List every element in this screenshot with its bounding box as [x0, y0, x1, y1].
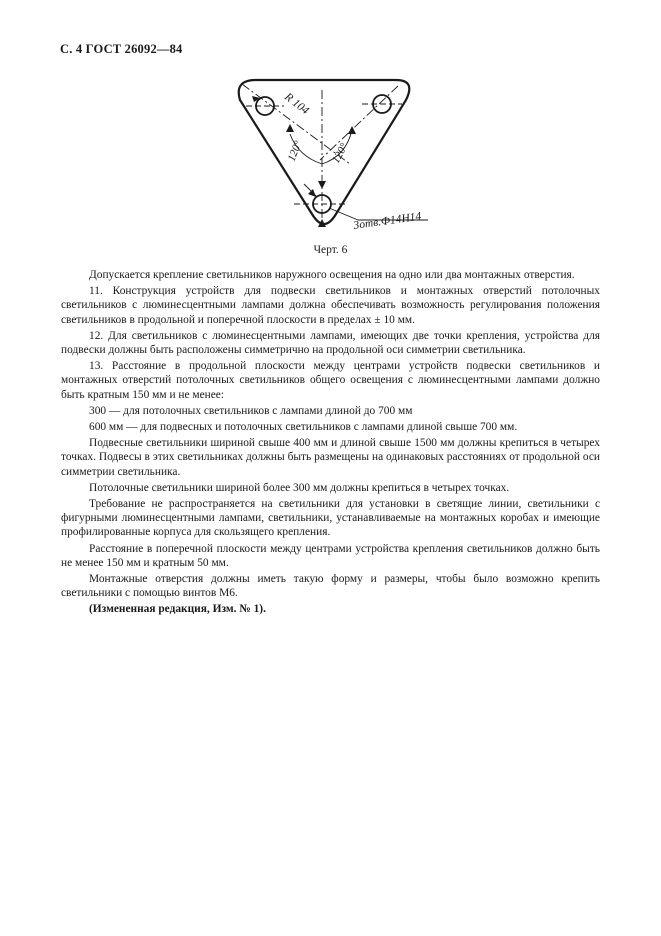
paragraph: 300 — для потолочных светильников с лампами длиной до 700 мм: [89, 404, 413, 417]
arrow-leader-left: [308, 189, 316, 197]
arrow-hole-top: [318, 181, 326, 189]
paragraph: Расстояние в поперечной плоскости между центрами устройства крепления светильников должно быть не менее 150 мм и кратным 50 мм.: [61, 542, 600, 569]
page-header: С. 4 ГОСТ 26092—84: [60, 42, 183, 56]
body-text: [61, 268, 600, 617]
paragraph: 13. Расстояние в продольной плоскости между центрами устройств подвески светильников и монтажных отверстий потолочных светильников общего освещения с люминесцентными лампами должно быть кратным 150 мм и не менее:: [61, 360, 600, 401]
paragraph: Допускается крепление светильников наружного освещения на одно или два монтажных отверстия.: [89, 269, 575, 281]
plate-outline: [239, 80, 410, 224]
angle-label-right: 120°: [330, 141, 351, 166]
paragraph: Подвесные светильники шириной свыше 400 мм и длиной свыше 1500 мм должны крепиться в четырех точках. Подвесы в этих светильниках должны быть размещены на одинаковых расстояниях от продольной оси симметрии светильника.: [61, 437, 600, 478]
paragraph: Монтажные отверстия должны иметь такую форму и размеры, чтобы было возможно крепить светильники с помощью винтов М6.: [61, 573, 600, 600]
paragraph: Потолочные светильники шириной более 300 мм должны крепиться в четырех точках.: [89, 481, 510, 494]
paragraph: 600 мм — для подвесных и потолочных светильников с лампами длиной свыше 700 мм.: [89, 421, 518, 434]
paragraph: 11. Конструкция устройств для подвески светильников и монтажных отверстий потолочных светильников с люминесцентными лампами должна обеспечивать возможность регулирования положения светильников в продольной и поперечной плоскости в пределах ± 10 мм.: [61, 285, 600, 326]
arrow-left: [286, 124, 294, 132]
mounting-plate-diagram: [220, 72, 440, 242]
paragraph: Требование не распространяется на светильники для установки в светящие линии, светильники с фигурными люминесцентными лампами, светильники, устанавливаемые на монтажных коробах и имеющие профилированные корпуса для скользящего крепления.: [61, 498, 600, 539]
amendment-note: (Измененная редакция, Изм. № 1).: [89, 603, 266, 616]
figure-caption: Черт. 6: [313, 244, 348, 256]
angle-label-left: 120°: [285, 139, 305, 164]
radius-label: R 104: [282, 90, 311, 118]
holes-label: 3отв.Ф14Н14: [352, 210, 422, 232]
figure-drawing: [220, 72, 440, 242]
paragraph: 12. Для светильников с люминесцентными лампами, имеющих две точки крепления, устройства для подвески должны быть расположены симметрично на продольной оси симметрии светильника.: [61, 329, 600, 357]
